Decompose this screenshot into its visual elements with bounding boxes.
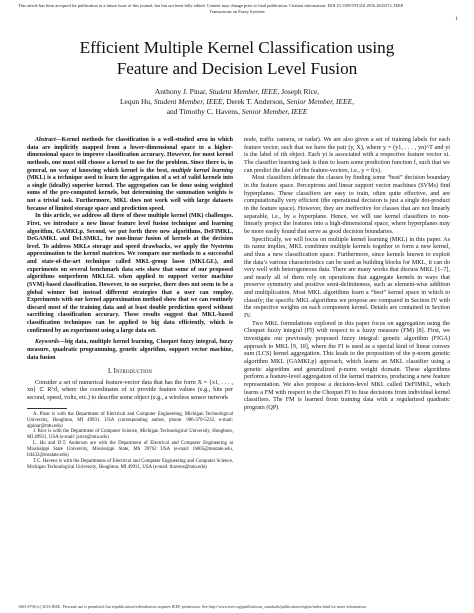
keywords-text: —big data, multiple kernel learning, Choquet fuzzy integral, fuzzy measure, quadratic programming, genetic algorithm, support vector machine, data fusion: [27, 339, 233, 361]
body-paragraph-1: node, traffic camera, or radar). We are also given a set of training labels for each feature vector, such that we have the pair (y, X), where y = (y1, . . . , yn)^T and yi is the label of ith object. Each yi is associated with a respective feature vector xi. The classifier learning task is thus to learn some prediction function f, such that we can predict the label of the feature-vectors, i.e., y = f(x).: [244, 137, 450, 174]
abstract-text-1: —Kernel methods for classification is a well-studied area in which data are implicitly mapped from a lower-dimensional space to a higher-dimensional space to improve classification accuracy. However, for most kernel methods, one must still choose a kernel to use for the problem. Since there is, in general, no way of knowing which kernel is the best,: [27, 137, 233, 174]
footnote-3: L. Hu and D.T. Anderson are with the Department of Electrical and Computer Engineering at Mississippi State University, Mississippi State, MS 39762 USA (e-mail: lh805@msstate.edu, ll4432@msstate.edu): [27, 441, 233, 459]
author-name: Joseph Rice,: [281, 87, 320, 96]
abstract-text-2: (MKL) is a technique used to learn the aggregation of a set of valid kernels into a single (ideally) superior kernel. The aggregation can be done using weighted sums of the pre-computed kernels, but determining the summation weights is not a trivial task. Furthermore, MKL does not work well with large datasets because of limited storage space and prediction speed.: [27, 175, 233, 212]
author-line-1: [60, 87, 414, 97]
footnote-4: T.C. Havens is with the Departments of Electrical and Computer Engineering and Computer Science, Michigan Technological University, Houghton, MI 49931, USA (e-mail: thavens@mtu.edu): [27, 459, 233, 470]
author-line-2: [60, 97, 414, 107]
author-list: [60, 87, 414, 117]
author-line-3: [60, 107, 414, 117]
banner-line-1: This article has been accepted for publication in a future issue of this journal, but has not been fully edited. Content may change prior to final publication. Citation information: DOI 10.1109/TFUZZ.2016.2633372, IEEE: [18, 3, 404, 8]
author-role: Senior Member, IEEE,: [286, 97, 355, 106]
footnote-rule: [27, 408, 67, 409]
body-paragraph-2: Most classifiers delineate the classes by finding some “best” decision boundary in the feature space. Perceptrons and linear support vector machines (SVMs) find hyperplanes. These classifiers are easy to train, often quite effective, and are computationally very efficient (the operational decision is just a single dot-product in the feature space). However, they are ineffective for classes that are not linearly separable, i.e., by a hyperplane. Hence, we will use kernel classifiers to non-linearly project the features into a high-dimensional space, where hyperplanes may be more easily found that serve as good decision boundaries.: [244, 175, 450, 235]
intro-paragraph-1: Consider a set of numerical feature-vector data that has the form X = {x1, . . . , xn} ⊂ R^d, where the coordinates of xi provide feature values (e.g., bits per second, speed, volts, etc.) to describe some object (e.g., a wireless sensor network: [27, 379, 233, 402]
publication-banner: [18, 3, 456, 14]
copyright-footer: [18, 604, 456, 609]
banner-line-2: Transactions on Fuzzy Systems: [209, 8, 265, 14]
author-name: and Timothy C. Havens,: [166, 107, 240, 116]
abstract-paragraph-1: [27, 137, 233, 213]
footer-text: 1063-6706 (c) 2016 IEEE. Personal use is permitted, but republication/redistribution requires IEEE permission. See http://www.ieee.org/publications_standards/publications/rights/index.html for more information.: [18, 604, 367, 609]
left-column: [27, 137, 233, 471]
author-name: Anthony J. Pinar,: [154, 87, 208, 96]
page-number: 1: [455, 16, 458, 22]
paper-title: [0, 38, 474, 79]
author-role: Student Member, IEEE,: [153, 97, 225, 106]
author-name: Lequn Hu,: [119, 97, 153, 106]
author-role: Student Member, IEEE,: [208, 87, 280, 96]
index-terms: [27, 339, 233, 362]
keywords-label: Keywords: [35, 339, 59, 346]
mkl-term: multiple kernel learning: [171, 167, 234, 174]
abstract-label: Abstract: [35, 137, 56, 143]
body-paragraph-4: Two MKL formulations explored in this paper focus on aggregation using the Choquet fuzzy integral (FI) with respect to a fuzzy measure (FM) [8]. First, we investigate our previously proposed fuzzy integral: genetic algorithm (FIGA) approach to MKL [9, 10], where the FI is used as a special kind of linear convex sum (LCS) kernel aggregation. This leads to the proposition of the p-norm genetic algorithm MKL (GAMKLp) approach, which learns an MKL classifier using a genetic algorithm and generalized p-norm weight domain. These algorithms perform a feature-level aggregation of the kernel matrices, producing a new feature representation. We also propose a decision-level MKL called DeFIMKL, which learns a FM with respect to the Choquet FI to fuse decisions from individual kernel classifiers. The FM is learned from training data with a regularized quadratic program (QP): [244, 320, 450, 411]
title-line-2: Feature and Decision Level Fusion: [116, 58, 358, 78]
section-heading-introduction: I. Introduction: [107, 368, 153, 376]
body-paragraph-3: Specifically, we will focus on multiple kernel learning (MKL) in this paper. As its name implies, MKL combines multiple kernels together to form a new kernel, and thus a new classification space. Furthermore, since kernels known to exploit the data’s various characteristics can be used as building blocks for MKL, it can do very well with heterogeneous data. There are many works that discuss MKL [1–7], and nearly all of them rely on operations that aggregate kernels in ways that preserve symmetry and positive semi-definiteness, such as element-wise addition and multiplication. Most MKL algorithms learn a “best” kernel space in which to classify; the specific MKL algorithms we propose are compared in Section IV with the respective weights on each component kernel. Details are contained in Section IV.: [244, 236, 450, 320]
author-name: Derek T. Anderson,: [226, 97, 285, 106]
footnote-2: J. Rice is with the Department of Computer Science, Michigan Technological University, Houghton, MI 49931, USA (e-mail: jsrice@mtu.edu): [27, 429, 233, 441]
title-line-1: Efficient Multiple Kernel Classification using: [79, 38, 395, 57]
author-role: Senior Member, IEEE: [241, 107, 308, 116]
footnote-1: A. Pinar is with the Department of Electrical and Computer Engineering, Michigan Technological University, Houghton, MI 49931, USA (corresponding author, phone: 906-370-5232, e-mail: ajpinar@mtu.edu): [27, 411, 233, 429]
abstract-paragraph-2: In this article, we address all three of these multiple kernel (MK) challenges. First, we introduce a new linear feature level fusion technique and learning algorithm, GAMKLp. Second, we put forth three new algorithms, DeFIMKL, DeGAMKL and DeLSMKL, for non-linear fusion of kernels at the decision level. To address MKLs storage and speed drawbacks, we apply the Nyström approximation to the kernel matrices. We compare our methods to a successful and state-of-the-art technique called MKL-group lasso (MKLGL), and experiments on several benchmark data sets show that some of our proposed algorithms outperform MKLGL when applied to support vector machine (SVM)-based classification. However, to no surprise, there does not seem to be a global winner but instead different strategies that a user can employ. Experiments with our kernel approximation method show that we can routinely discard most of the training data and at least double prediction speed without sacrificing classification accuracy. These results suggest that MKL-based classification techniques can be applied to big data efficiently, which is confirmed by an experiment using a large data set.: [27, 213, 233, 334]
right-column: [244, 137, 450, 413]
